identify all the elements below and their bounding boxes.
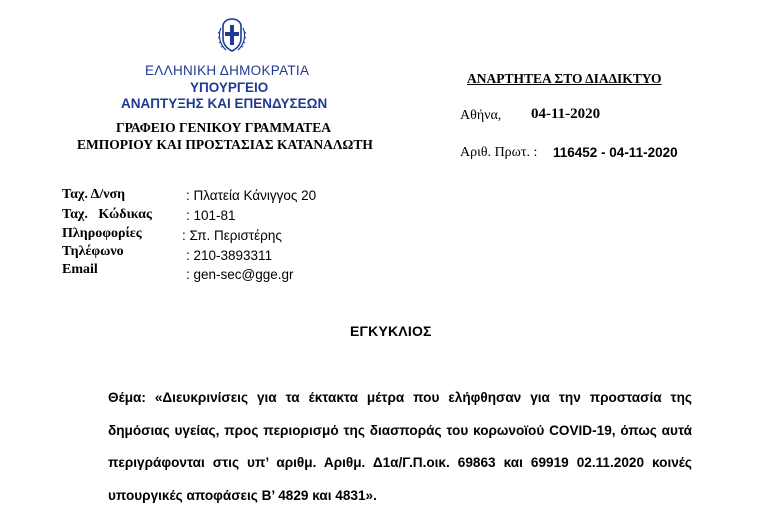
postal-code-label: Ταχ. Κώδικας [62, 207, 152, 222]
circular-title: ΕΓΚΥΚΛΙΟΣ [350, 323, 432, 339]
phone-value: : 210-3893311 [186, 248, 273, 263]
document-date: 04-11-2020 [531, 106, 601, 122]
office-heading-line2: ΕΜΠΟΡΙΟΥ ΚΑΙ ΠΡΟΣΤΑΣΙΑΣ ΚΑΤΑΝΑΛΩΤΗ [77, 137, 373, 152]
protocol-number: 116452 - 04-11-2020 [553, 145, 678, 160]
phone-label: Τηλέφωνο [62, 244, 124, 259]
postal-code-value: : 101-81 [186, 208, 236, 223]
office-heading-line1: ΓΡΑΦΕΙΟ ΓΕΝΙΚΟΥ ΓΡΑΜΜΑΤΕΑ [116, 120, 332, 135]
address-value: : Πλατεία Κάνιγγος 20 [186, 188, 317, 203]
republic-heading: ΕΛΛΗΝΙΚΗ ΔΗΜΟΚΡΑΤΙΑ [145, 63, 310, 78]
ministry-heading-line2: ΑΝΑΠΤΥΞΗΣ ΚΑΙ ΕΠΕΝΔΥΣΕΩΝ [121, 96, 328, 111]
city-label: Αθήνα, [460, 108, 502, 123]
info-value: : Σπ. Περιστέρης [182, 228, 282, 243]
email-label: Email [62, 262, 98, 277]
greek-coat-of-arms-icon [217, 16, 247, 54]
posting-note: ΑΝΑΡΤΗΤΕΑ ΣΤΟ ΔΙΑΔΙΚΤΥΟ [467, 71, 662, 86]
subject-paragraph: Θέμα: «Διευκρινίσεις για τα έκτακτα μέτρα που ελήφθησαν για την προστασία της δημόσιας υγείας, προς περιορισμό της διασποράς του κορωνοϊού COVID-19, όπως αυτά περιγράφονται στις υπ’ αριθμ. Αριθμ. Δ1α/Γ.Π.οικ. 69863 και 69919 02.11.2020 κοινές υπουργικές αποφάσεις Β’ 4829 και 4831». [108, 390, 692, 503]
email-value: : gen-sec@gge.gr [186, 267, 294, 282]
ministry-heading-line1: ΥΠΟΥΡΓΕΙΟ [190, 80, 269, 95]
info-label: Πληροφορίες [62, 226, 142, 241]
address-label: Ταχ. Δ/νση [62, 187, 126, 202]
protocol-label: Αριθ. Πρωτ. : [460, 145, 538, 160]
